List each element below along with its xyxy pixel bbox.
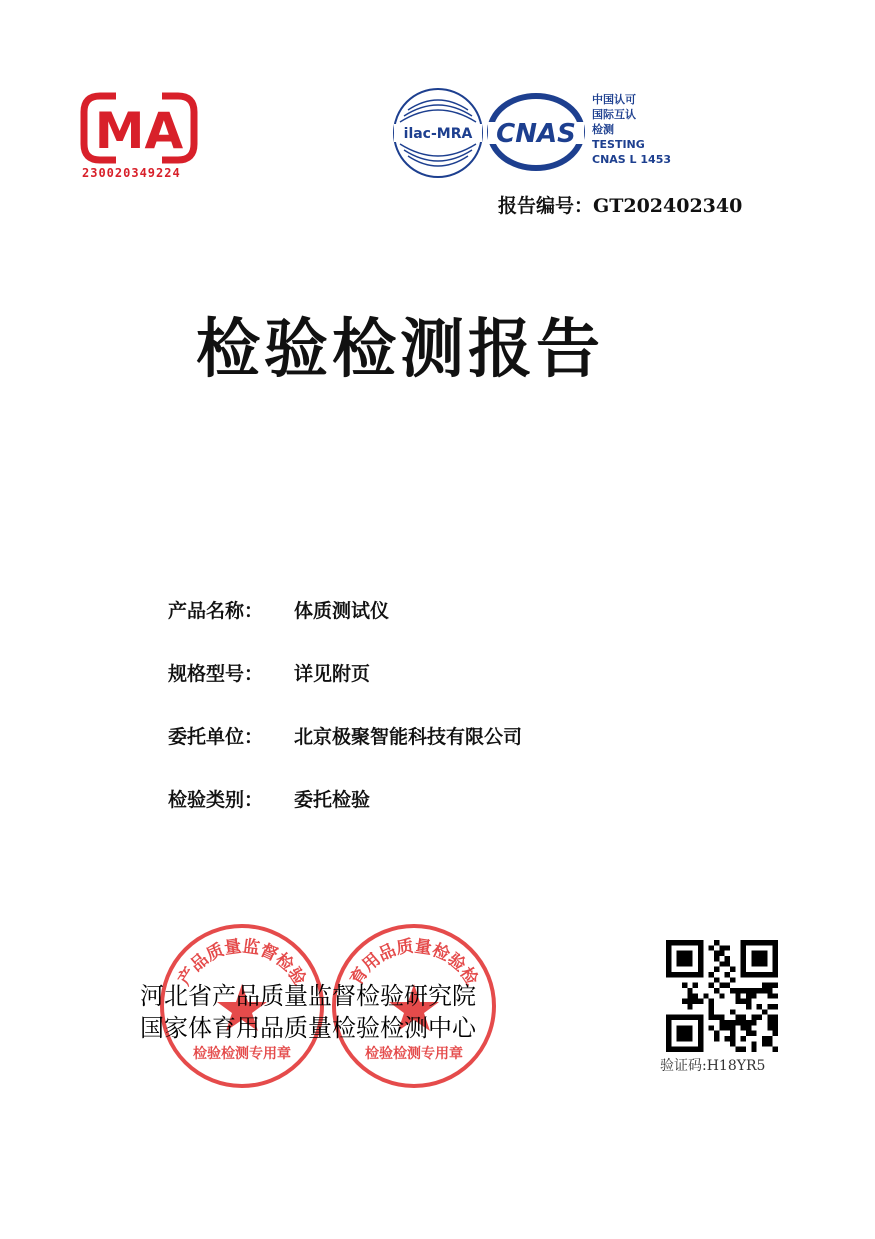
field-label: 产品名称： [168,600,264,622]
seal-arc-text: 产品质量监督检验 [174,936,310,990]
field-value: 体质测试仪 [294,600,390,622]
cnas-text: CNAS [496,119,576,149]
report-fields [168,596,522,848]
field-model [168,659,522,722]
cnas-logo [486,92,586,172]
field-label: 规格型号： [168,663,264,685]
page-title: 检验检测报告 [196,312,604,387]
cnas-line: CNAS L 1453 [592,153,671,166]
cnas-line: 中国认可 [592,93,636,106]
cnas-accreditation-text [592,92,671,167]
cma-letters: MA [94,102,184,160]
cnas-line: TESTING [592,138,645,151]
cnas-line: 检测 [592,123,614,136]
seal-bottom-text: 检验检测专用章 [193,1046,291,1062]
ilac-text: ilac-MRA [403,126,473,142]
cma-code: 230020349224 [82,166,181,180]
field-product-name [168,596,522,659]
ilac-mra-logo [390,86,486,180]
issuer-line: 国家体育用品质量检验检测中心 [140,1014,476,1042]
seal-arc-text: 育用品质量检验检 [346,936,482,990]
field-label: 委托单位： [168,726,264,748]
qr-code[interactable] [666,940,778,1052]
field-inspection-type [168,785,522,848]
field-value: 详见附页 [294,663,371,685]
field-value: 委托检验 [294,789,371,811]
field-label: 检验类别： [168,789,264,811]
cnas-line: 国际互认 [592,108,636,121]
issuing-organization [140,980,476,1044]
verification-code: 验证码:H18YR5 [660,1058,766,1074]
field-client [168,722,522,785]
issuer-line: 河北省产品质量监督检验研究院 [140,982,476,1010]
field-value: 北京极聚智能科技有限公司 [294,726,523,748]
report-number: 报告编号：GT202402340 [498,195,743,217]
seal-bottom-text: 检验检测专用章 [365,1046,463,1062]
